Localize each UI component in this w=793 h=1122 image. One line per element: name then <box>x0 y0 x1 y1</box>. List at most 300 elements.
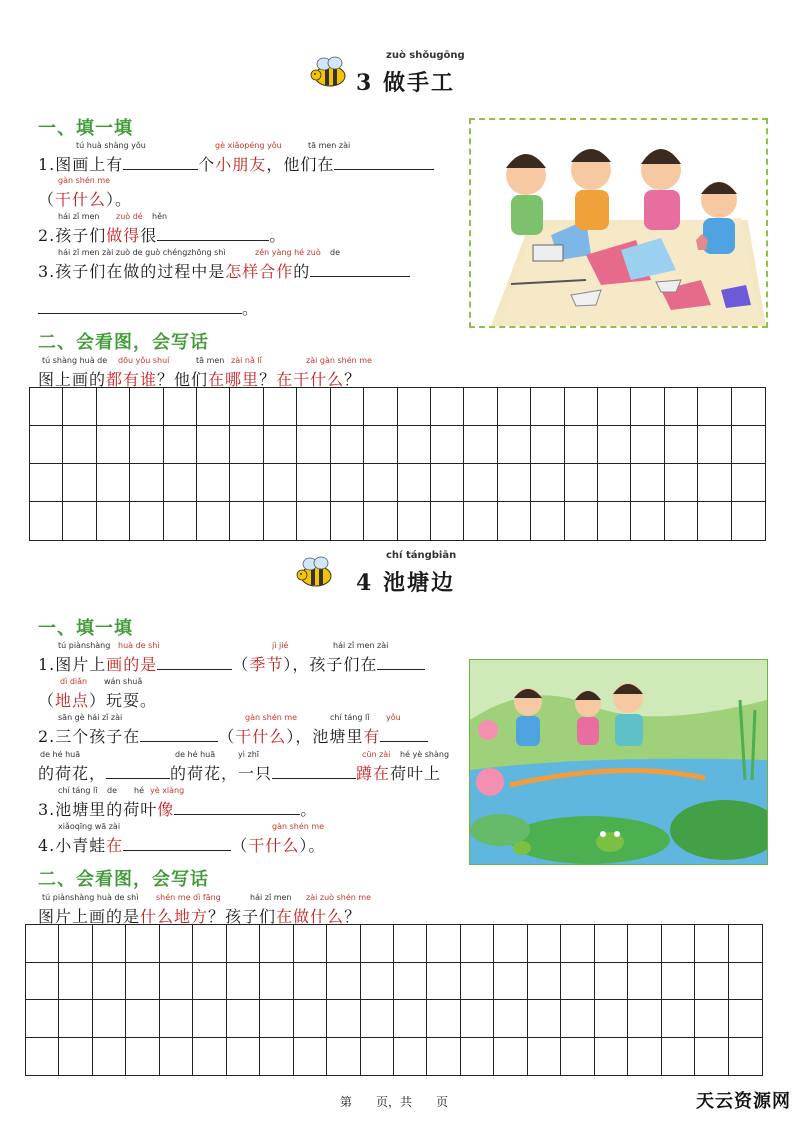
pinyin: gàn shén me <box>245 713 298 722</box>
grid-cell[interactable] <box>698 464 731 502</box>
grid-cell[interactable] <box>628 963 661 1001</box>
text: 3.孩子们在做的过程中是 <box>38 262 226 281</box>
pinyin: tú piànshàng huà de shì <box>42 893 139 902</box>
text: 画的是 <box>106 655 158 674</box>
grid-cell[interactable] <box>565 388 598 426</box>
text: 蹲在 <box>356 764 391 783</box>
grid-cell[interactable] <box>30 502 63 540</box>
text: ？ <box>344 907 362 926</box>
grid-cell[interactable] <box>729 963 762 1001</box>
pinyin: yì zhī <box>238 750 259 759</box>
pinyin: zài zuò shén me <box>306 893 372 902</box>
grid-cell[interactable] <box>598 426 631 464</box>
lesson3-q3-cont <box>38 296 259 319</box>
grid-cell[interactable] <box>394 1000 427 1038</box>
text: ）玩耍。 <box>89 691 158 710</box>
lesson4-q4 <box>38 833 325 856</box>
text: 荷叶上 <box>390 764 442 783</box>
grid-cell[interactable] <box>595 1038 628 1076</box>
lesson3-title-pinyin: zuò shǒugōng <box>386 50 465 61</box>
text: 都有谁 <box>106 370 158 389</box>
grid-cell[interactable] <box>126 1038 159 1076</box>
grid-cell[interactable] <box>164 426 197 464</box>
grid-cell[interactable] <box>628 1000 661 1038</box>
grid-cell[interactable] <box>164 464 197 502</box>
lesson4-title <box>356 566 455 597</box>
grid-cell[interactable] <box>59 1000 92 1038</box>
pinyin: hái zǐ men <box>250 893 292 902</box>
pinyin: dōu yǒu shuí <box>118 356 170 365</box>
lesson4-q2 <box>38 724 428 747</box>
pinyin: shén me dì fāng <box>156 893 221 902</box>
grid-cell[interactable] <box>431 388 464 426</box>
grid-cell[interactable] <box>331 502 364 540</box>
grid-cell[interactable] <box>631 502 664 540</box>
blank[interactable] <box>157 226 269 241</box>
pinyin: zěn yàng hé zuò <box>255 248 321 257</box>
text: 做得 <box>106 226 141 245</box>
grid-cell[interactable] <box>494 963 527 1001</box>
grid-cell[interactable] <box>528 963 561 1001</box>
grid-cell[interactable] <box>732 388 765 426</box>
grid-cell[interactable] <box>398 464 431 502</box>
text: 在 <box>106 836 124 855</box>
grid-cell[interactable] <box>695 963 728 1001</box>
lesson4-section2-heading: 二、会看图，会写话 <box>38 869 209 890</box>
grid-cell[interactable] <box>160 1038 193 1076</box>
grid-cell[interactable] <box>665 388 698 426</box>
grid-cell[interactable] <box>695 1038 728 1076</box>
lesson3-q1 <box>38 152 434 175</box>
text: 4.小青蛙 <box>38 836 107 855</box>
grid-cell[interactable] <box>698 426 731 464</box>
grid-cell[interactable] <box>631 464 664 502</box>
grid-cell[interactable] <box>97 426 130 464</box>
grid-cell[interactable] <box>598 464 631 502</box>
grid-cell[interactable] <box>297 464 330 502</box>
grid-cell[interactable] <box>729 1038 762 1076</box>
grid-cell[interactable] <box>26 925 59 963</box>
grid-cell[interactable] <box>63 388 96 426</box>
grid-cell[interactable] <box>398 502 431 540</box>
pinyin: de <box>330 248 340 257</box>
pinyin: gè xiǎopéng yǒu <box>215 141 282 150</box>
grid-cell[interactable] <box>665 426 698 464</box>
text: 干什么 <box>55 190 107 209</box>
grid-cell[interactable] <box>327 963 360 1001</box>
lesson4-q1 <box>38 652 425 675</box>
lesson3-title-text: 做手工 <box>382 70 455 96</box>
pinyin: de <box>107 786 117 795</box>
grid-cell[interactable] <box>531 464 564 502</box>
grid-cell[interactable] <box>494 1038 527 1076</box>
grid-cell[interactable] <box>230 464 263 502</box>
pinyin: hé <box>134 786 144 795</box>
lesson4-q3 <box>38 797 317 820</box>
grid-cell[interactable] <box>361 963 394 1001</box>
grid-cell[interactable] <box>461 963 494 1001</box>
pinyin: hái zǐ men zài <box>333 641 389 650</box>
grid-cell[interactable] <box>431 464 464 502</box>
blank[interactable] <box>157 655 232 670</box>
grid-cell[interactable] <box>59 925 92 963</box>
grid-cell[interactable] <box>427 1038 460 1076</box>
grid-cell[interactable] <box>264 426 297 464</box>
text: 季节 <box>249 655 284 674</box>
blank[interactable] <box>174 800 300 815</box>
grid-cell[interactable] <box>227 925 260 963</box>
grid-cell[interactable] <box>631 426 664 464</box>
grid-cell[interactable] <box>561 1000 594 1038</box>
text: ？孩子们 <box>208 907 277 926</box>
grid-cell[interactable] <box>561 963 594 1001</box>
text: 像 <box>157 800 175 819</box>
grid-cell[interactable] <box>30 388 63 426</box>
pinyin: tú piànshàng <box>58 641 111 650</box>
grid-cell[interactable] <box>59 1038 92 1076</box>
grid-cell[interactable] <box>294 1038 327 1076</box>
grid-cell[interactable] <box>494 925 527 963</box>
grid-cell[interactable] <box>327 925 360 963</box>
grid-cell[interactable] <box>227 963 260 1001</box>
pinyin: cūn zài <box>362 750 391 759</box>
grid-cell[interactable] <box>227 1000 260 1038</box>
grid-cell[interactable] <box>93 1000 126 1038</box>
pinyin: sān gè hái zǐ zài <box>58 713 123 722</box>
grid-cell[interactable] <box>193 1000 226 1038</box>
pinyin: gàn shén me <box>58 176 111 185</box>
grid-cell[interactable] <box>595 925 628 963</box>
grid-cell[interactable] <box>294 1000 327 1038</box>
bee-icon <box>308 56 352 94</box>
grid-cell[interactable] <box>93 963 126 1001</box>
grid-cell[interactable] <box>528 1038 561 1076</box>
grid-cell[interactable] <box>130 388 163 426</box>
grid-cell[interactable] <box>628 1038 661 1076</box>
grid-cell[interactable] <box>398 426 431 464</box>
grid-cell[interactable] <box>498 464 531 502</box>
grid-cell[interactable] <box>427 1000 460 1038</box>
lesson4-q1b <box>38 688 157 711</box>
lesson3-section2-heading: 二、会看图，会写话 <box>38 332 209 353</box>
grid-cell[interactable] <box>698 388 731 426</box>
grid-cell[interactable] <box>294 925 327 963</box>
pinyin: hé yè shàng <box>400 750 450 759</box>
text: ），孩子们在 <box>283 655 378 674</box>
text: 个 <box>198 155 216 174</box>
text: 的荷花， <box>38 764 107 783</box>
grid-cell[interactable] <box>97 464 130 502</box>
text: 图上画的 <box>38 370 107 389</box>
pinyin: gàn shén me <box>272 822 325 831</box>
grid-cell[interactable] <box>130 502 163 540</box>
pinyin: zài gàn shén me <box>306 356 372 365</box>
grid-cell[interactable] <box>628 925 661 963</box>
grid-cell[interactable] <box>461 925 494 963</box>
grid-cell[interactable] <box>361 1038 394 1076</box>
grid-cell[interactable] <box>498 426 531 464</box>
lesson4-number: 4 <box>356 570 374 596</box>
grid-cell[interactable] <box>130 464 163 502</box>
grid-cell[interactable] <box>26 1038 59 1076</box>
grid-cell[interactable] <box>130 426 163 464</box>
grid-cell[interactable] <box>364 388 397 426</box>
grid-cell[interactable] <box>297 502 330 540</box>
grid-cell[interactable] <box>260 1038 293 1076</box>
grid-cell[interactable] <box>732 502 765 540</box>
grid-cell[interactable] <box>364 502 397 540</box>
blank[interactable] <box>310 262 410 277</box>
grid-cell[interactable] <box>197 502 230 540</box>
grid-cell[interactable] <box>160 1000 193 1038</box>
grid-cell[interactable] <box>695 1000 728 1038</box>
blank[interactable] <box>272 764 356 779</box>
pinyin: tā men <box>196 356 225 365</box>
grid-cell[interactable] <box>431 502 464 540</box>
lesson3-section1-heading: 一、填一填 <box>38 118 133 139</box>
grid-cell[interactable] <box>729 925 762 963</box>
grid-cell[interactable] <box>260 1000 293 1038</box>
pinyin: jì jié <box>272 641 289 650</box>
blank[interactable] <box>123 836 231 851</box>
grid-cell[interactable] <box>598 502 631 540</box>
grid-cell[interactable] <box>565 426 598 464</box>
writing-grid[interactable] <box>29 387 766 541</box>
blank[interactable] <box>106 764 170 779</box>
grid-cell[interactable] <box>26 963 59 1001</box>
grid-cell[interactable] <box>160 925 193 963</box>
text: 2.孩子们 <box>38 226 107 245</box>
grid-cell[interactable] <box>260 963 293 1001</box>
text: （ <box>38 190 56 209</box>
grid-cell[interactable] <box>63 502 96 540</box>
text: 的荷花，一只 <box>170 764 273 783</box>
grid-cell[interactable] <box>331 388 364 426</box>
text: 干什么 <box>248 836 300 855</box>
text: 1.图片上 <box>38 655 107 674</box>
grid-cell[interactable] <box>431 426 464 464</box>
grid-cell[interactable] <box>665 502 698 540</box>
grid-cell[interactable] <box>63 426 96 464</box>
text: 图片上画的是 <box>38 907 141 926</box>
grid-cell[interactable] <box>197 426 230 464</box>
text: （ <box>38 691 56 710</box>
grid-cell[interactable] <box>264 388 297 426</box>
text: 。 <box>269 226 287 245</box>
grid-cell[interactable] <box>464 502 497 540</box>
grid-cell[interactable] <box>93 925 126 963</box>
blank[interactable] <box>123 155 198 170</box>
grid-cell[interactable] <box>631 388 664 426</box>
grid-cell[interactable] <box>164 502 197 540</box>
grid-cell[interactable] <box>264 464 297 502</box>
grid-cell[interactable] <box>97 502 130 540</box>
text: ，他们在 <box>266 155 335 174</box>
lesson3-q2 <box>38 223 286 246</box>
grid-cell[interactable] <box>364 426 397 464</box>
lesson3-number: 3 <box>356 70 374 96</box>
grid-cell[interactable] <box>531 426 564 464</box>
grid-cell[interactable] <box>361 1000 394 1038</box>
pinyin: xiǎoqīng wā zài <box>58 822 121 831</box>
text: 。 <box>300 800 318 819</box>
grid-cell[interactable] <box>327 1038 360 1076</box>
grid-cell[interactable] <box>662 1000 695 1038</box>
grid-cell[interactable] <box>528 1000 561 1038</box>
grid-cell[interactable] <box>63 464 96 502</box>
lesson3-q1b <box>38 187 132 210</box>
grid-cell[interactable] <box>297 388 330 426</box>
text: ？ <box>344 370 362 389</box>
grid-cell[interactable] <box>93 1038 126 1076</box>
grid-cell[interactable] <box>598 388 631 426</box>
pinyin: yǒu <box>386 713 401 722</box>
pinyin: yè xiàng <box>150 786 185 795</box>
grid-cell[interactable] <box>464 464 497 502</box>
pinyin: de hé huā <box>40 750 81 759</box>
grid-cell[interactable] <box>427 925 460 963</box>
grid-cell[interactable] <box>394 925 427 963</box>
grid-cell[interactable] <box>297 426 330 464</box>
lesson4-title-pinyin: chí tángbiān <box>386 550 457 561</box>
grid-cell[interactable] <box>230 502 263 540</box>
grid-cell[interactable] <box>665 464 698 502</box>
writing-grid[interactable] <box>25 924 763 1076</box>
grid-cell[interactable] <box>595 963 628 1001</box>
blank[interactable] <box>140 727 218 742</box>
grid-cell[interactable] <box>531 502 564 540</box>
lesson4-q2b <box>38 761 441 784</box>
grid-cell[interactable] <box>30 464 63 502</box>
grid-cell[interactable] <box>565 502 598 540</box>
site-watermark: 天云资源网 <box>696 1091 791 1112</box>
text: 3.池塘里的荷叶 <box>38 800 158 819</box>
grid-cell[interactable] <box>561 925 594 963</box>
blank[interactable] <box>377 655 425 670</box>
grid-cell[interactable] <box>565 464 598 502</box>
text: 干什么 <box>235 727 287 746</box>
grid-cell[interactable] <box>531 388 564 426</box>
pinyin: chí táng lǐ <box>330 713 370 722</box>
grid-cell[interactable] <box>260 925 293 963</box>
grid-cell[interactable] <box>528 925 561 963</box>
text: 在干什么 <box>276 370 345 389</box>
grid-cell[interactable] <box>331 464 364 502</box>
text: 在做什么 <box>276 907 345 926</box>
pinyin: dì diǎn <box>60 677 88 686</box>
grid-cell[interactable] <box>498 388 531 426</box>
grid-cell[interactable] <box>193 963 226 1001</box>
text: 的 <box>293 262 311 281</box>
grid-cell[interactable] <box>193 925 226 963</box>
blank[interactable] <box>334 155 434 170</box>
grid-cell[interactable] <box>695 925 728 963</box>
text: 怎样合作 <box>225 262 294 281</box>
grid-cell[interactable] <box>461 1038 494 1076</box>
grid-cell[interactable] <box>464 426 497 464</box>
grid-cell[interactable] <box>264 502 297 540</box>
grid-cell[interactable] <box>394 1038 427 1076</box>
lesson3-title <box>356 66 455 97</box>
text: ）。 <box>299 836 326 855</box>
grid-cell[interactable] <box>662 925 695 963</box>
grid-cell[interactable] <box>732 464 765 502</box>
text: （ <box>218 727 236 746</box>
grid-cell[interactable] <box>729 1000 762 1038</box>
text: 地点 <box>55 691 90 710</box>
pinyin: hái zǐ men zài zuò de guò chéngzhōng shì <box>58 248 226 257</box>
grid-cell[interactable] <box>160 963 193 1001</box>
grid-cell[interactable] <box>230 388 263 426</box>
grid-cell[interactable] <box>193 1038 226 1076</box>
grid-cell[interactable] <box>164 388 197 426</box>
lesson3-picture <box>469 118 768 328</box>
grid-cell[interactable] <box>361 925 394 963</box>
text: 。 <box>242 299 260 318</box>
grid-cell[interactable] <box>327 1000 360 1038</box>
grid-cell[interactable] <box>230 426 263 464</box>
grid-cell[interactable] <box>498 502 531 540</box>
lesson4-title-text: 池塘边 <box>382 570 455 596</box>
grid-cell[interactable] <box>427 963 460 1001</box>
grid-cell[interactable] <box>494 1000 527 1038</box>
pinyin: chí táng lǐ <box>58 786 98 795</box>
blank[interactable] <box>38 299 242 314</box>
grid-cell[interactable] <box>662 963 695 1001</box>
lesson4-section1-heading: 一、填一填 <box>38 618 133 639</box>
pinyin: de hé huā <box>175 750 216 759</box>
grid-cell[interactable] <box>26 1000 59 1038</box>
text: 小朋友 <box>215 155 267 174</box>
grid-cell[interactable] <box>461 1000 494 1038</box>
pinyin: wán shuǎ <box>104 677 143 686</box>
grid-cell[interactable] <box>595 1000 628 1038</box>
grid-cell[interactable] <box>364 464 397 502</box>
grid-cell[interactable] <box>732 426 765 464</box>
grid-cell[interactable] <box>197 464 230 502</box>
grid-cell[interactable] <box>126 925 159 963</box>
pinyin: hěn <box>152 212 168 221</box>
blank[interactable] <box>380 727 428 742</box>
grid-cell[interactable] <box>331 426 364 464</box>
pinyin: zuò dé <box>116 212 143 221</box>
text: 有 <box>363 727 381 746</box>
text: 很 <box>140 226 158 245</box>
page-number: 第 页，共 页 <box>340 1095 449 1109</box>
grid-cell[interactable] <box>97 388 130 426</box>
grid-cell[interactable] <box>126 1000 159 1038</box>
grid-cell[interactable] <box>464 388 497 426</box>
lesson3-q3 <box>38 259 410 282</box>
text: （ <box>231 836 249 855</box>
grid-cell[interactable] <box>394 963 427 1001</box>
grid-cell[interactable] <box>30 426 63 464</box>
grid-cell[interactable] <box>59 963 92 1001</box>
grid-cell[interactable] <box>398 388 431 426</box>
grid-cell[interactable] <box>197 388 230 426</box>
grid-cell[interactable] <box>698 502 731 540</box>
grid-cell[interactable] <box>561 1038 594 1076</box>
text: ？他们 <box>157 370 209 389</box>
grid-cell[interactable] <box>227 1038 260 1076</box>
text: （ <box>232 655 250 674</box>
grid-cell[interactable] <box>126 963 159 1001</box>
grid-cell[interactable] <box>294 963 327 1001</box>
text: ？ <box>259 370 277 389</box>
text: 2.三个孩子在 <box>38 727 141 746</box>
grid-cell[interactable] <box>662 1038 695 1076</box>
text: 什么地方 <box>140 907 209 926</box>
